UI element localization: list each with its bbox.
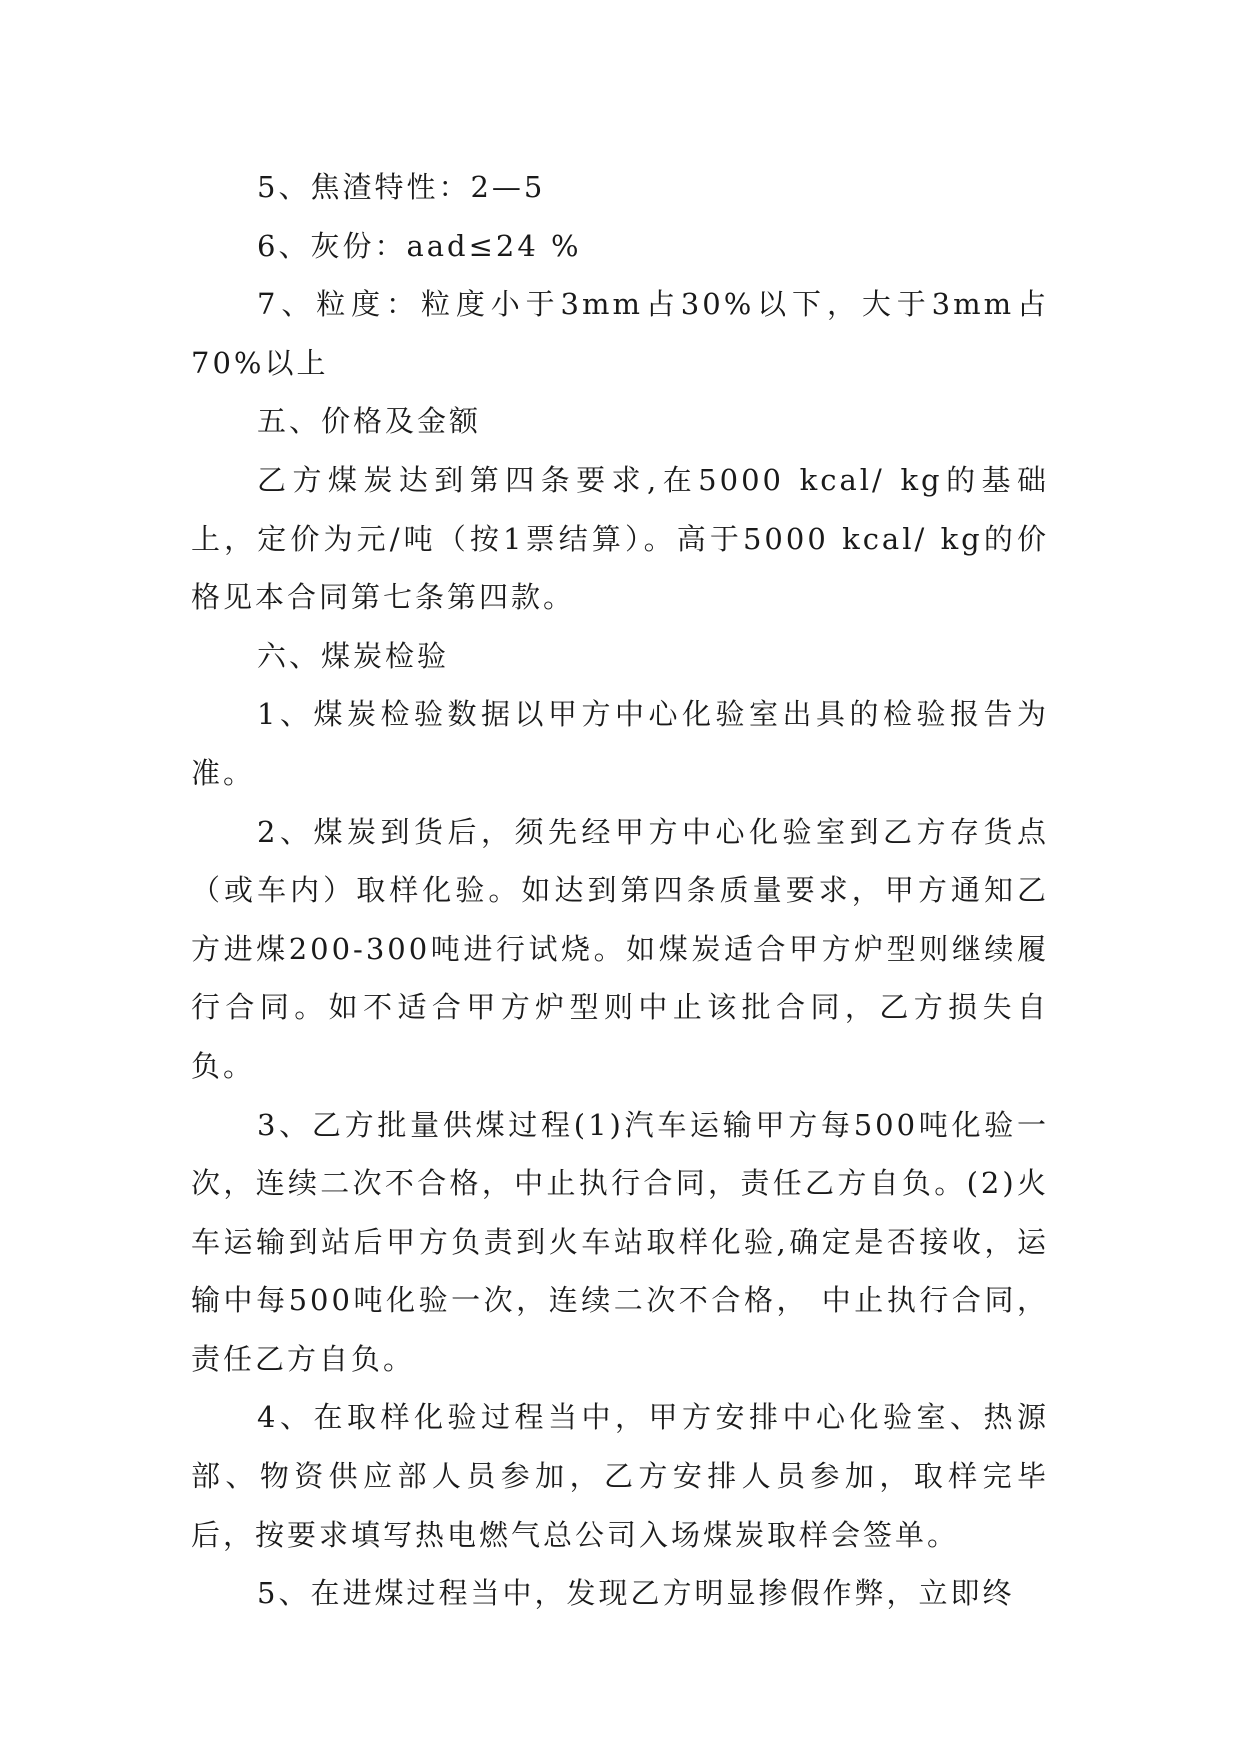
- clause-coking-residue: 5、焦渣特性：2—5: [257, 170, 546, 204]
- section-heading-inspection: 六、煤炭检验: [257, 638, 450, 673]
- clause-ash-content: 6、灰份：aad≤24 %: [257, 228, 582, 263]
- inspection-clause-2: 2、煤炭到货后，须先经甲方中心化验室到乙方存货点（或车内）取样化验。如达到第四条质量要求，甲方通知乙方进煤200-300吨进行试烧。如煤炭适合甲方炉型则继续履行合同。如不适合甲方炉型则中止该批合同，乙方损失自负。: [191, 814, 1049, 1083]
- inspection-clause-3: 3、乙方批量供煤过程(1)汽车运输甲方每500吨化验一次，连续二次不合格，中止执行合同，责任乙方自负。(2)火车运输到站后甲方负责到火车站取样化验,确定是否接收，运输中每500吨化验一次，连续二次不合格， 中止执行合同，责任乙方自负。: [191, 1107, 1049, 1376]
- inspection-clause-5: 5、在进煤过程当中，发现乙方明显掺假作弊，立即终: [257, 1576, 1015, 1611]
- inspection-clause-1: 1、煤炭检验数据以甲方中心化验室出具的检验报告为准。: [191, 697, 1049, 790]
- price-paragraph: 乙方煤炭达到第四条要求,在5000 kcal/ kg的基础上，定价为元/吨（按1票结算）。高于5000 kcal/ kg的价格见本合同第七条第四款。: [191, 462, 1049, 615]
- section-heading-price: 五、价格及金额: [257, 404, 482, 439]
- inspection-clause-4: 4、在取样化验过程当中，甲方安排中心化验室、热源部、物资供应部人员参加，乙方安排人员参加，取样完毕后，按要求填写热电燃气总公司入场煤炭取样会签单。: [191, 1400, 1049, 1552]
- clause-particle-size: 7、粒度：粒度小于3mm占30%以下，大于3mm占70%以上: [191, 287, 1049, 380]
- document-body: [191, 158, 1049, 1623]
